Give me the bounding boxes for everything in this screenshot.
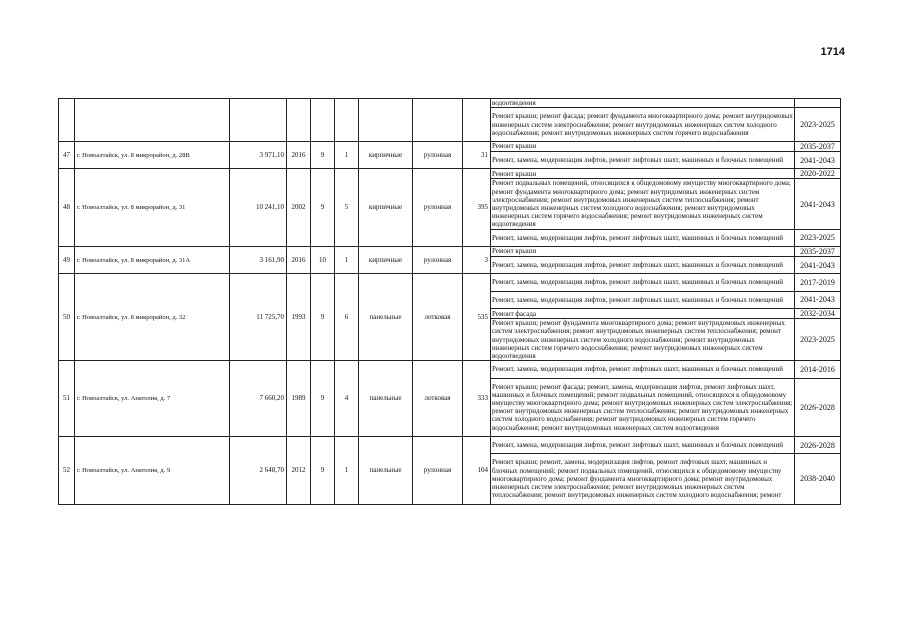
total-area: 10 241,10 (230, 169, 287, 247)
build-year: 1993 (287, 274, 311, 361)
total-area: 7 660,20 (230, 361, 287, 437)
work-period (795, 99, 841, 108)
total-area: 3 161,90 (230, 247, 287, 274)
resident-count: 395 (463, 169, 491, 247)
work-period: 2023-2025 (795, 108, 841, 142)
floor-count: 9 (311, 436, 335, 504)
floor-count: 9 (311, 142, 335, 169)
table-row (59, 361, 841, 378)
building-address: г. Новоалтайск, ул. 8 микрорайон, д. 32 (75, 274, 230, 361)
building-address: г. Новоалтайск, ул. Анатолия, д. 9 (75, 436, 230, 504)
build-year: 2012 (287, 436, 311, 504)
floor-count: 9 (311, 274, 335, 361)
empty-cell (335, 99, 359, 142)
work-description: Ремонт, замена, модернизация лифтов, ремонт лифтовых шахт, машинных и блочных помещений (491, 152, 795, 169)
page-number: 1714 (820, 46, 845, 58)
work-period: 2032-2034 (795, 309, 841, 319)
resident-count: 3 (463, 247, 491, 274)
entrance-count: 1 (335, 142, 359, 169)
work-period: 2041-2043 (795, 257, 841, 274)
building-address: г. Новоалтайск, ул. 8 микрорайон, д. 31 (75, 169, 230, 247)
build-year: 2002 (287, 169, 311, 247)
wall-material: кирпичные (359, 247, 413, 274)
row-number: 49 (59, 247, 75, 274)
work-description: Ремонт, замена, модернизация лифтов, ремонт лифтовых шахт, машинных и блочных помещений (491, 274, 795, 291)
row-number: 48 (59, 169, 75, 247)
work-period: 2026-2028 (795, 436, 841, 453)
work-period: 2038-2040 (795, 454, 841, 504)
row-number: 51 (59, 361, 75, 437)
building-address: г. Новоалтайск, ул. 8 микрорайон, д. 31А (75, 247, 230, 274)
work-description: Ремонт фасада (491, 309, 795, 319)
entrance-count: 1 (335, 247, 359, 274)
wall-material: панельные (359, 361, 413, 437)
work-description: Ремонт, замена, модернизация лифтов, ремонт лифтовых шахт, машинных и блочных помещений (491, 291, 795, 308)
roof-type: лотковая (413, 361, 463, 437)
entrance-count: 6 (335, 274, 359, 361)
empty-cell (311, 99, 335, 142)
work-period: 2035-2037 (795, 247, 841, 257)
work-description: Ремонт подвальных помещений, относящихся к общедомовому имуществу многоквартирного дома; ремонт фундамента многоквартирного дома; ремонт внутридомовых инженерных систем электроснабжения; ремонт внутридомовых инженерных систем теплоснабжения; ремонт внутридомовых инженерных систем холодного водоснабжения; ремонт внутридомовых инженерных систем горячего водоснабжения; ремонт внутридомовых инженерных систем водоотведения (491, 179, 795, 229)
entrance-count: 5 (335, 169, 359, 247)
build-year: 2016 (287, 247, 311, 274)
building-address: г. Новоалтайск, ул. 8 микрорайон, д. 28В (75, 142, 230, 169)
work-description: Ремонт, замена, модернизация лифтов, ремонт лифтовых шахт, машинных и блочных помещений (491, 257, 795, 274)
work-period: 2014-2016 (795, 361, 841, 378)
work-period: 2023-2025 (795, 229, 841, 246)
wall-material: кирпичные (359, 142, 413, 169)
work-description: Ремонт крыши (491, 247, 795, 257)
total-area: 11 725,70 (230, 274, 287, 361)
empty-cell (59, 99, 75, 142)
work-description: Ремонт, замена, модернизация лифтов, ремонт лифтовых шахт, машинных и блочных помещений (491, 229, 795, 246)
wall-material: панельные (359, 436, 413, 504)
empty-cell (287, 99, 311, 142)
row-number: 50 (59, 274, 75, 361)
floor-count: 9 (311, 361, 335, 437)
total-area: 3 971,10 (230, 142, 287, 169)
table-row (59, 142, 841, 152)
empty-cell (75, 99, 230, 142)
floor-count: 10 (311, 247, 335, 274)
work-period: 2017-2019 (795, 274, 841, 291)
continuation-row (59, 99, 841, 108)
work-period: 2026-2028 (795, 378, 841, 436)
total-area: 2 648,70 (230, 436, 287, 504)
work-description: Ремонт, замена, модернизация лифтов, ремонт лифтовых шахт, машинных и блочных помещений (491, 361, 795, 378)
entrance-count: 4 (335, 361, 359, 437)
empty-cell (230, 99, 287, 142)
wall-material: кирпичные (359, 169, 413, 247)
wall-material: панельные (359, 274, 413, 361)
work-description: Ремонт крыши; ремонт фасада; ремонт, замена, модернизация лифтов, ремонт лифтовых шахт, машинных и блочных помещений; ремонт подвальных помещений, относящихся к общедомовому имуществу многоквартирного дома; ремонт внутридомовых инженерных систем электроснабжения; ремонт внутридомовых инженерных систем теплоснабжения; ремонт внутридомовых инженерных систем холодного водоснабжения; ремонт внутридомовых инженерных систем горячего водоснабжения; ремонт внутридомовых инженерных систем водоотведения (491, 378, 795, 436)
work-period: 2041-2043 (795, 291, 841, 308)
roof-type: рулонная (413, 169, 463, 247)
work-description: Ремонт крыши (491, 142, 795, 152)
work-period: 2041-2043 (795, 152, 841, 169)
work-period: 2041-2043 (795, 179, 841, 229)
empty-cell (413, 99, 463, 142)
row-number: 52 (59, 436, 75, 504)
work-description: Ремонт крыши (491, 169, 795, 179)
work-period: 2035-2037 (795, 142, 841, 152)
work-period: 2020-2022 (795, 169, 841, 179)
roof-type: рулонная (413, 436, 463, 504)
resident-count: 535 (463, 274, 491, 361)
work-description: Ремонт, замена, модернизация лифтов, ремонт лифтовых шахт, машинных и блочных помещений (491, 436, 795, 453)
resident-count: 104 (463, 436, 491, 504)
work-description: Ремонт крыши; ремонт фундамента многоквартирного дома; ремонт внутридомовых инженерных систем электроснабжения; ремонт внутридомовых инженерных систем теплоснабжения; ремонт внутридомовых инженерных систем холодного водоснабжения; ремонт внутридомовых инженерных систем горячего водоснабжения; ремонт внутридомовых инженерных систем водоотведения (491, 319, 795, 361)
roof-type: рулонная (413, 142, 463, 169)
build-year: 2016 (287, 142, 311, 169)
roof-type: рулонная (413, 247, 463, 274)
building-address: г. Новоалтайск, ул. Анатолия, д. 7 (75, 361, 230, 437)
build-year: 1989 (287, 361, 311, 437)
entrance-count: 1 (335, 436, 359, 504)
table-row (59, 169, 841, 179)
work-period: 2023-2025 (795, 319, 841, 361)
repair-schedule-table (58, 98, 841, 505)
table-row (59, 436, 841, 453)
roof-type: лотковая (413, 274, 463, 361)
resident-count: 31 (463, 142, 491, 169)
row-number: 47 (59, 142, 75, 169)
work-description: водоотведения (491, 99, 795, 108)
floor-count: 9 (311, 169, 335, 247)
resident-count: 333 (463, 361, 491, 437)
empty-cell (359, 99, 413, 142)
work-description: Ремонт крыши; ремонт фасада; ремонт фундамента многоквартирного дома; ремонт внутридомовых инженерных систем электроснабжения; ремонт внутридомовых инженерных систем холодного водоснабжения; ремонт внутридомовых инженерных систем горячего водоснабжения (491, 108, 795, 142)
table-row (59, 274, 841, 291)
table-row (59, 247, 841, 257)
empty-cell (463, 99, 491, 142)
work-description: Ремонт крыши; ремонт, замена, модернизация лифтов, ремонт лифтовых шахт, машинных и блочных помещений; ремонт подвальных помещений, относящихся к общедомовому имуществу многоквартирного дома; ремонт фундамента многоквартирного дома; ремонт внутридомовых инженерных систем электроснабжения; ремонт внутридомовых инженерных систем теплоснабжения; ремонт внутридомовых инженерных систем холодного водоснабжения; ремонт (491, 454, 795, 504)
